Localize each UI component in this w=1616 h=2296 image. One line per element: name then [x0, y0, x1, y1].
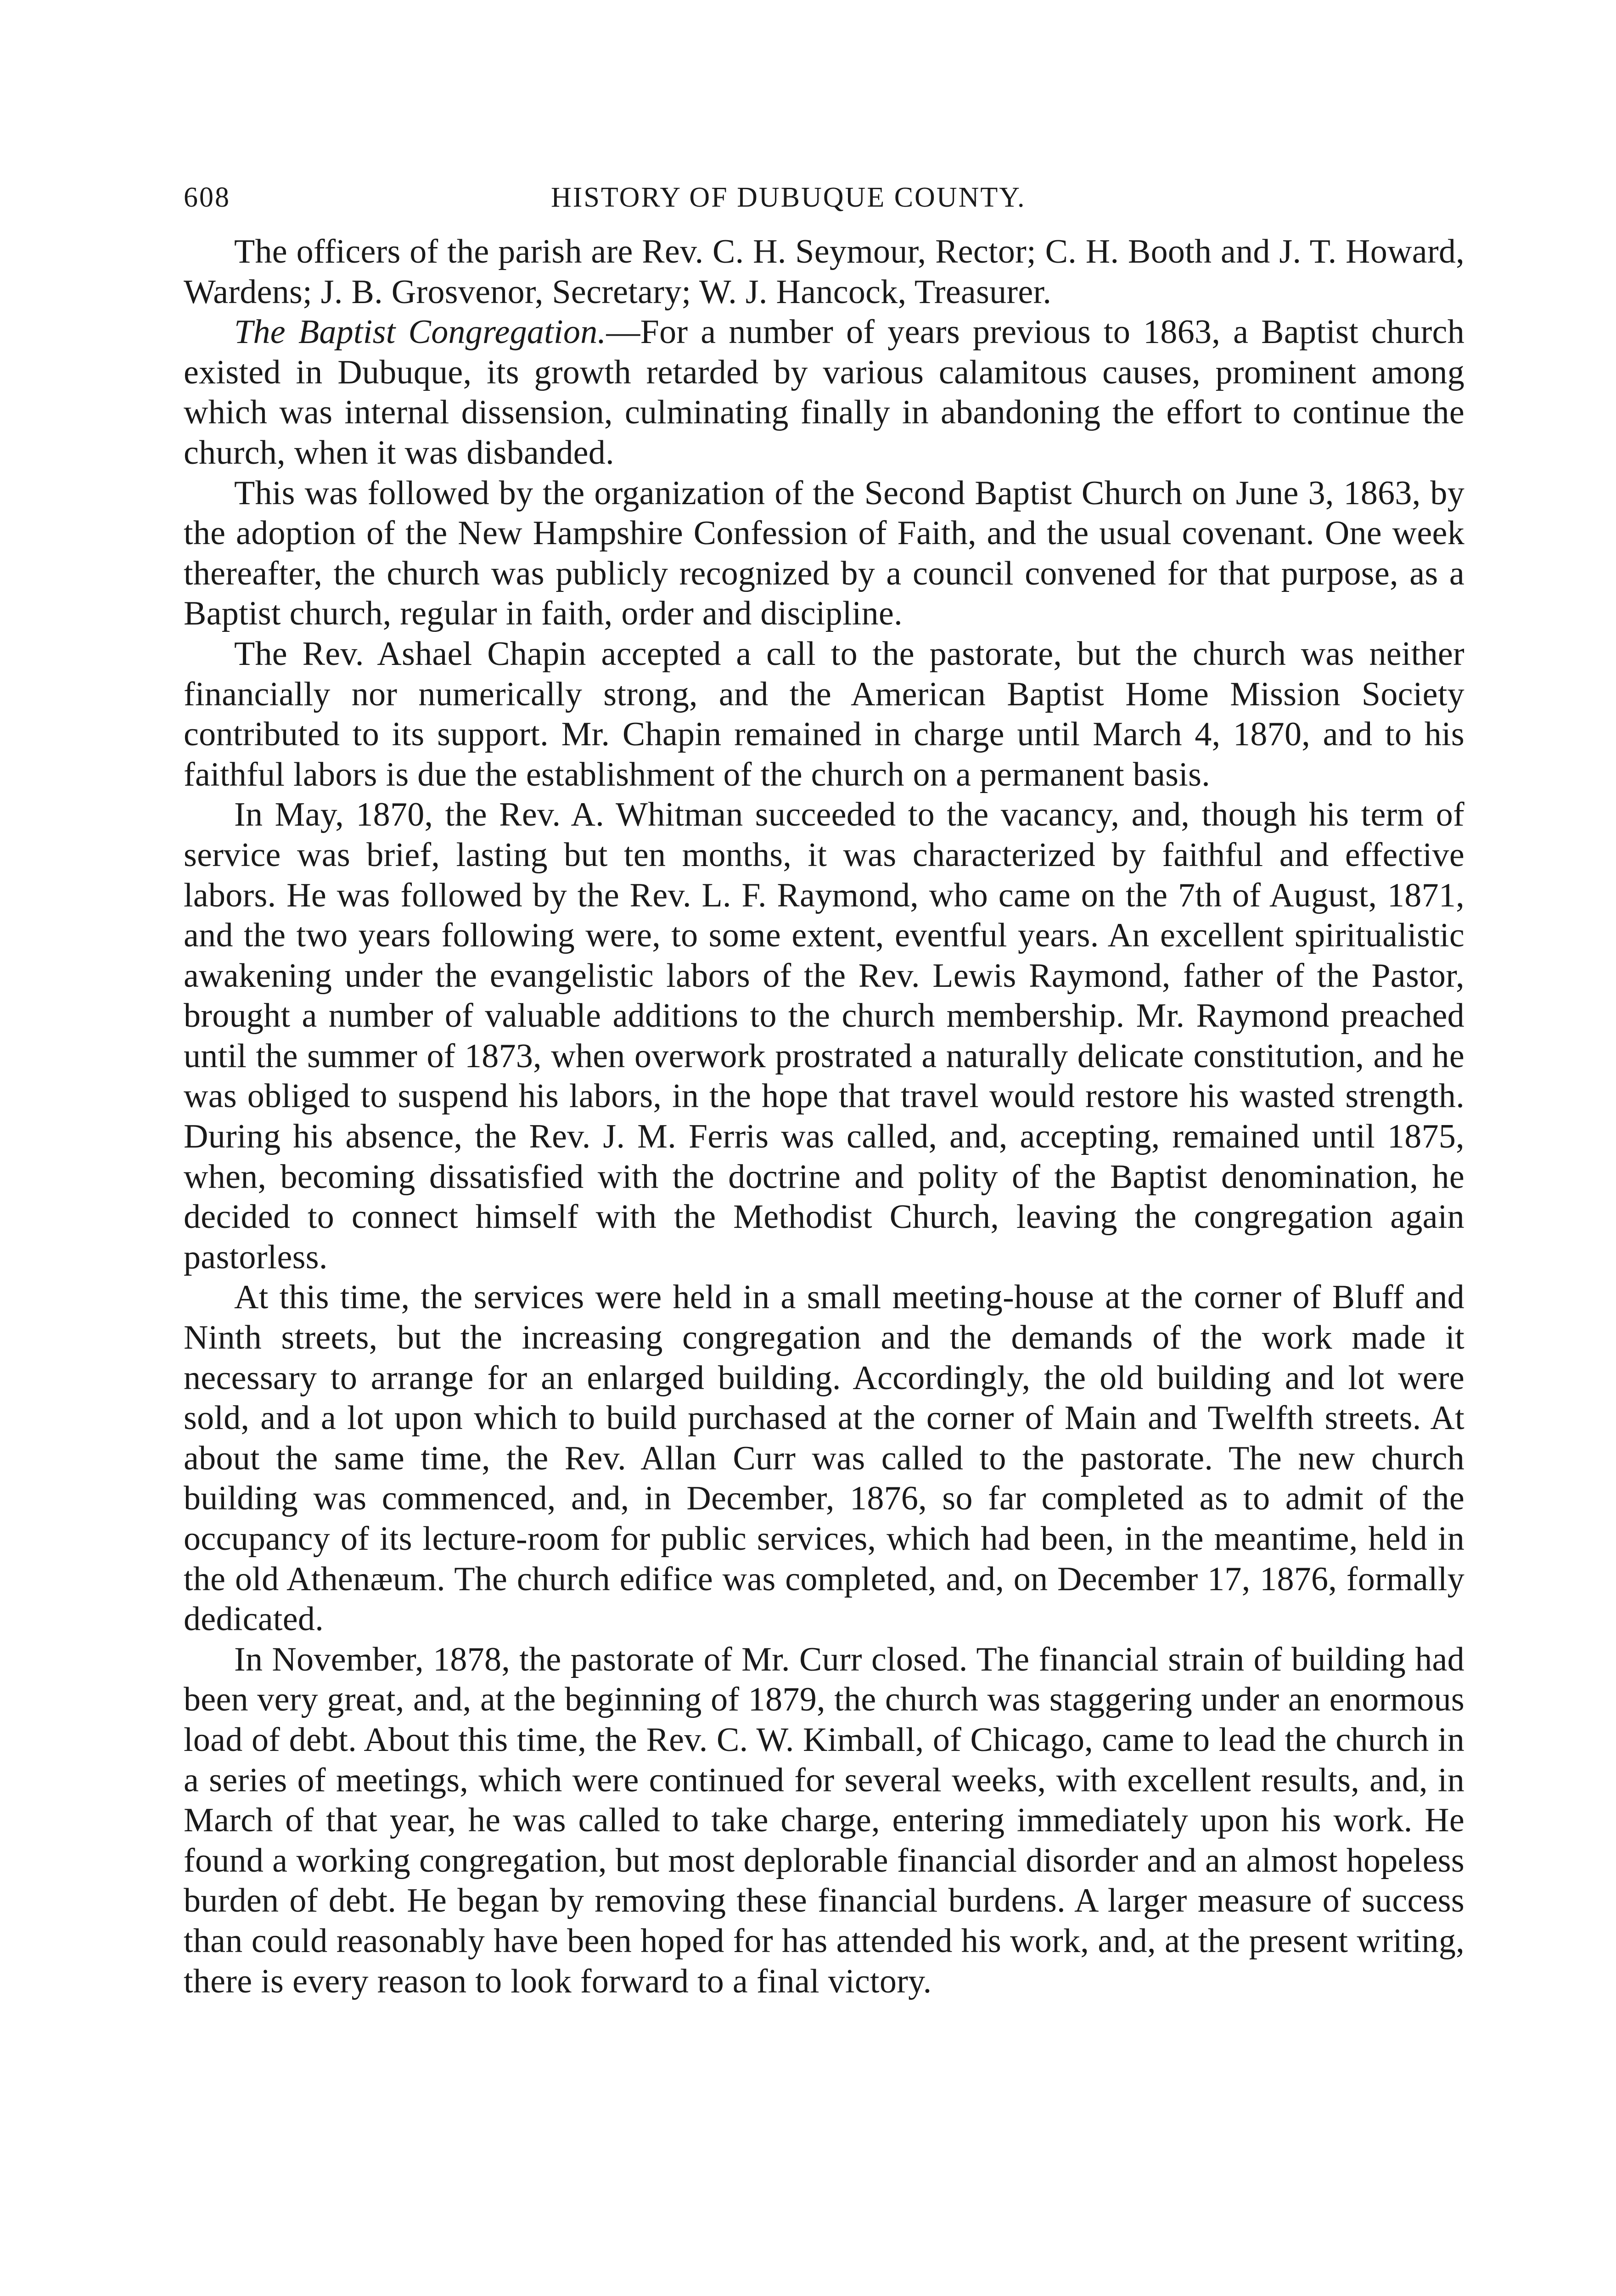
page-number: 608 — [184, 182, 230, 213]
section-title: The Baptist Congregation. — [234, 313, 606, 351]
section-intro-paragraph — [184, 312, 1464, 473]
paragraph-whitman-raymond: In May, 1870, the Rev. A. Whitman succeeded to the vacancy, and, though his term of service was brief, lasting but ten months, it was characterized by faithful and effective labors. He was followed by the Rev. L. F. Raymond, who came on the 7th of August, 1871, and the two years following were, to some extent, eventful years. An excellent spiritualistic awakening under the evangelistic labors of the Rev. Lewis Raymond, father of the Pastor, brought a number of valuable additions to the church membership. Mr. Raymond preached until the summer of 1873, when overwork prostrated a naturally delicate constitution, and he was obliged to suspend his labors, in the hope that travel would restore his wasted strength. During his absence, the Rev. J. M. Ferris was called, and, accepting, remained until 1875, when, becoming dissatisfied with the doctrine and polity of the Baptist denomination, he decided to connect himself with the Methodist Church, leaving the congregation again pastorless. — [184, 796, 1464, 1276]
book-page — [184, 181, 1464, 2002]
running-title: HISTORY OF DUBUQUE COUNTY. — [551, 182, 1026, 213]
section-intro-text: —For a number of years previous to 1863, a Baptist church existed in Dubuque, its growth retarded by various calamitous causes, prominent among which was internal dissension, culminating finally in abandoning the effort to continue the church, when it was disbanded. — [184, 313, 1464, 472]
body-text — [184, 232, 1464, 2002]
paragraph-organization: This was followed by the organization of the Second Baptist Church on June 3, 1863, by the adoption of the New Hampshire Confession of Faith, and the usual covenant. One week thereafter, the church was publicly recognized by a council convened for that purpose, as a Baptist church, regular in faith, order and discipline. — [184, 474, 1464, 633]
officers-paragraph: The officers of the parish are Rev. C. H. Seymour, Rector; C. H. Booth and J. T. Howard, Wardens; J. B. Grosvenor, Secretary; W. J. Hancock, Treasurer. — [184, 233, 1464, 311]
paragraph-chapin: The Rev. Ashael Chapin accepted a call to the pastorate, but the church was neither financially nor numerically strong, and the American Baptist Home Mission Society contributed to its support. Mr. Chapin remained in charge until March 4, 1870, and to his faithful labors is due the establishment of the church on a permanent basis. — [184, 635, 1464, 793]
paragraph-building: At this time, the services were held in a small meeting-house at the corner of Bluff and Ninth streets, but the increasing congregation and the demands of the work made it necessary to arrange for an enlarged building. Accordingly, the old building and lot were sold, and a lot upon which to build purchased at the corner of Main and Twelfth streets. At about the same time, the Rev. Allan Curr was called to the pastorate. The new church building was commenced, and, in December, 1876, so far completed as to admit of the occupancy of its lecture-room for public services, which had been, in the meantime, held in the old Athenæum. The church edifice was completed, and, on December 17, 1876, formally dedicated. — [184, 1278, 1464, 1638]
running-head — [184, 181, 1464, 232]
paragraph-kimball: In November, 1878, the pastorate of Mr. Curr closed. The financial strain of building had been very great, and, at the beginning of 1879, the church was staggering under an enormous load of debt. About this time, the Rev. C. W. Kimball, of Chicago, came to lead the church in a series of meetings, which were continued for several weeks, with excellent results, and, in March of that year, he was called to take charge, entering immediately upon his work. He found a working congregation, but most deplorable financial disorder and an almost hopeless burden of debt. He began by removing these financial burdens. A larger measure of success than could reasonably have been hoped for has attended his work, and, at the present writing, there is every reason to look forward to a final victory. — [184, 1640, 1464, 2000]
